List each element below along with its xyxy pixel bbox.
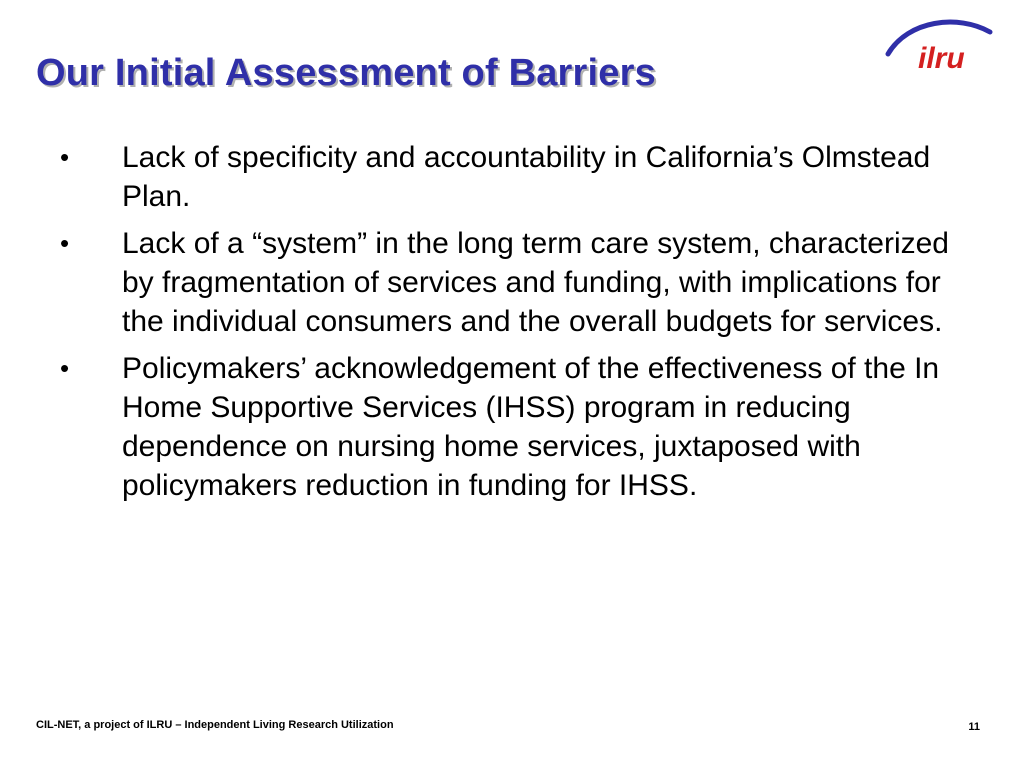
bullet-list (60, 138, 980, 513)
bullet-marker: • (60, 142, 70, 172)
ilru-logo (878, 14, 998, 76)
page-number: 11 (968, 721, 980, 733)
bullet-marker: • (60, 353, 70, 383)
bullet-item (60, 138, 980, 216)
bullet-item (60, 349, 980, 505)
bullet-text: Lack of a “system” in the long term care system, characterized by fragmentation of services and funding, with implications for the individual consumers and the overall budgets for services. (122, 227, 949, 338)
bullet-text: Lack of specificity and accountability in California’s Olmstead Plan. (122, 141, 931, 213)
bullet-item (60, 224, 980, 341)
logo-text: ilru (918, 42, 965, 75)
bullet-marker: • (60, 228, 70, 258)
bullet-text: Policymakers’ acknowledgement of the effectiveness of the In Home Supportive Services (IHSS) program in reducing dependence on nursing home services, juxtaposed with policymakers reduction in funding for IHSS. (122, 352, 940, 502)
slide-title: Our Initial Assessment of Barriers (36, 52, 656, 94)
footer-text: CIL-NET, a project of ILRU – Independent Living Research Utilization (36, 719, 394, 731)
